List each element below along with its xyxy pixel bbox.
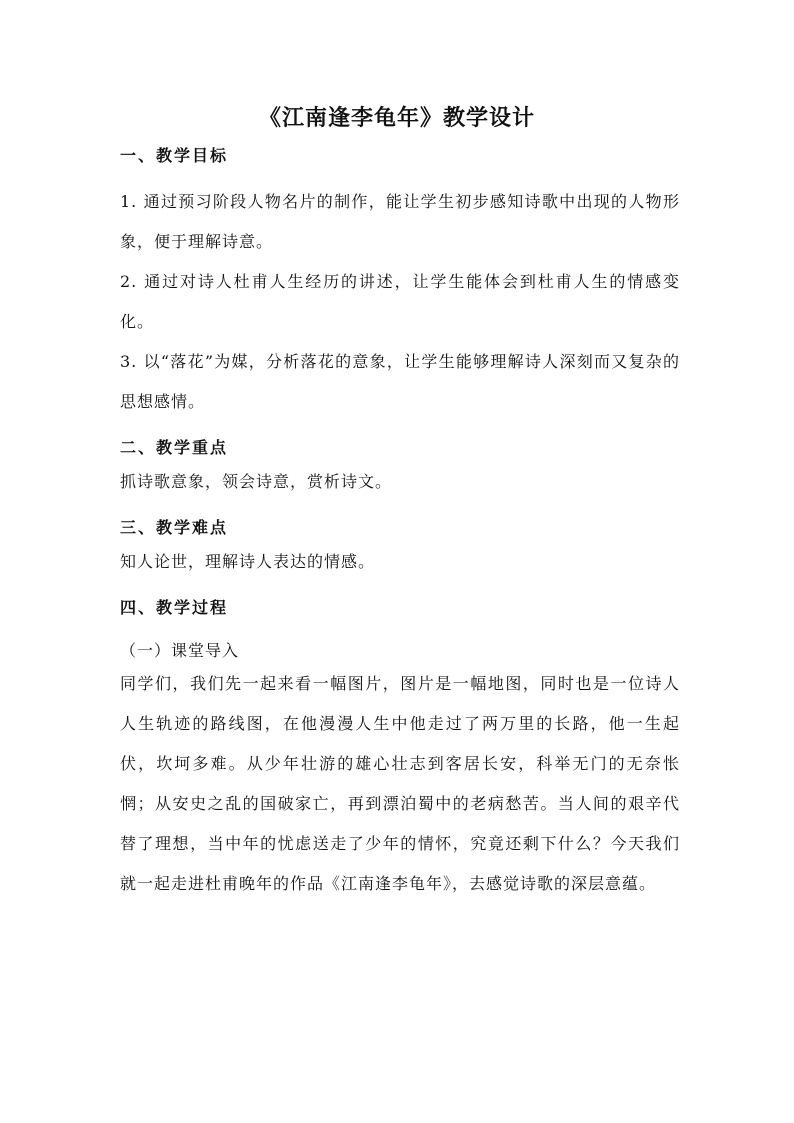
process-subheading: （一）课堂导入 bbox=[120, 641, 240, 660]
difficulties-text: 知人论世，理解诗人表达的情感。 bbox=[120, 552, 376, 571]
section-heading-objectives: 一、教学目标 bbox=[120, 146, 229, 165]
section-heading-difficulties: 三、教学难点 bbox=[120, 518, 229, 537]
key-points-text: 抓诗歌意象，领会诗意，赏析诗文。 bbox=[120, 472, 393, 491]
section-heading-process: 四、教学过程 bbox=[120, 598, 229, 617]
section-heading-key-points: 二、教学重点 bbox=[120, 438, 229, 457]
document-title: 《江南逢李龟年》教学设计 bbox=[258, 105, 535, 131]
process-intro-text: 同学们，我们先一起来看一幅图片，图片是一幅地图，同时也是一位诗人人生轨迹的路线图，在他漫漫人生中他走过了两万里的长路，他一生起伏，坎坷多难。从少年壮游的雄心壮志到客居长安，科举无门的无奈怅惘；从安史之乱的国破家亡，再到漂泊蜀中的老病愁苦。当人间的艰辛代替了理想，当中年的忧虑送走了少年的情怀，究竟还剩下什么？今天我们就一起走进杜甫晚年的作品《江南逢李龟年》，去感觉诗歌的深层意蕴。 bbox=[120, 674, 680, 893]
objective-item: 1. 通过预习阶段人物名片的制作，能让学生初步感知诗歌中出现的人物形象，便于理解诗意。 bbox=[120, 192, 680, 251]
document-body bbox=[120, 142, 680, 904]
objective-item: 2. 通过对诗人杜甫人生经历的讲述，让学生能体会到杜甫人生的情感变化。 bbox=[120, 272, 680, 331]
objective-item: 3. 以“落花”为媒，分析落花的意象，让学生能够理解诗人深刻而又复杂的思想感情。 bbox=[120, 352, 680, 411]
